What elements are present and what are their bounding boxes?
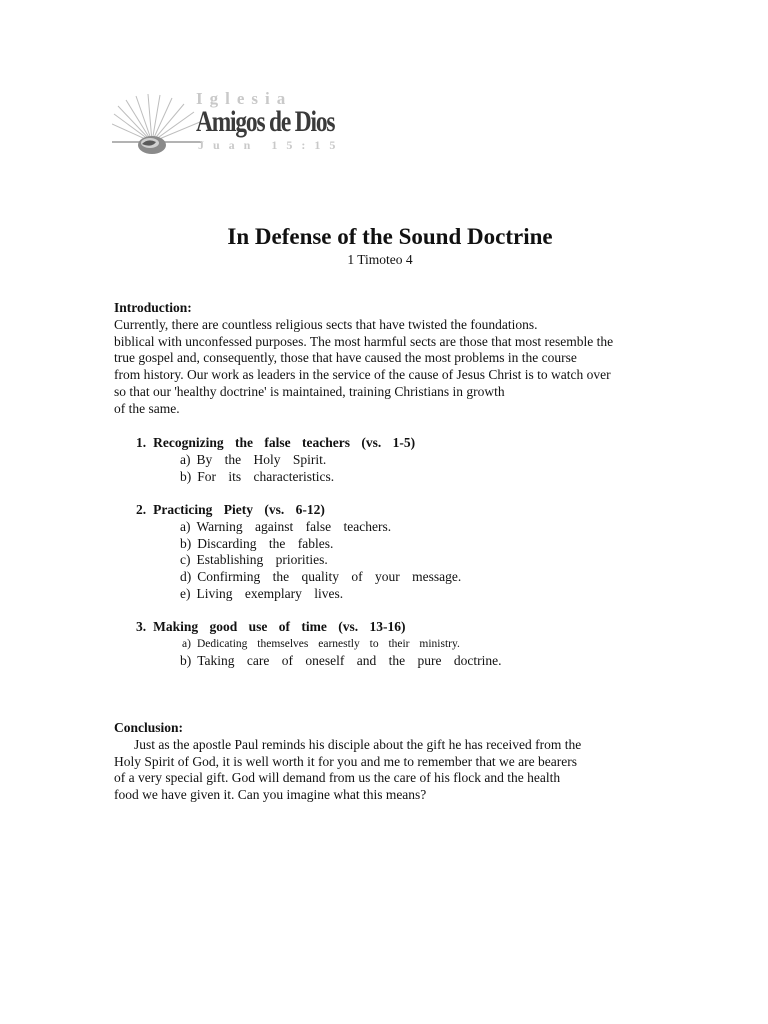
section-number: 2. xyxy=(136,502,147,517)
church-logo xyxy=(112,89,345,156)
outline-section-3 xyxy=(136,619,501,669)
section-title xyxy=(136,435,415,452)
outline-item xyxy=(136,519,461,536)
item-label: b) xyxy=(180,535,192,551)
section-title xyxy=(136,619,501,636)
introduction-line: of the same. xyxy=(114,400,180,416)
item-label: a) xyxy=(182,637,191,650)
introduction-line: Currently, there are countless religious sects that have twisted the foundations. xyxy=(114,316,538,332)
item-text: Discarding the fables. xyxy=(197,535,334,551)
section-title-text: Making good use of time (vs. 13-16) xyxy=(153,619,406,634)
item-label: b) xyxy=(180,468,192,484)
item-text: Dedicating themselves earnestly to their ministry. xyxy=(196,637,460,650)
section-title-text: Recognizing the false teachers (vs. 1-5) xyxy=(153,435,416,450)
logo-main-text: Amigos de Dios xyxy=(196,105,335,138)
outline-item xyxy=(136,469,415,486)
globe-rays-icon xyxy=(112,92,202,156)
document-subtitle: 1 Timoteo 4 xyxy=(347,252,413,267)
conclusion-line: Holy Spirit of God, it is well worth it for you and me to remember that we are bearers xyxy=(114,753,578,769)
item-text: Living exemplary lives. xyxy=(196,585,344,601)
item-label: c) xyxy=(180,552,191,568)
section-title xyxy=(136,502,461,519)
logo-top-text: Iglesia xyxy=(196,89,293,108)
item-label: b) xyxy=(180,652,192,668)
outline-section-1 xyxy=(136,435,415,485)
outline-item xyxy=(136,586,461,603)
outline-item xyxy=(136,653,501,670)
introduction-line: so that our 'healthy doctrine' is maintained, training Christians in growth xyxy=(114,383,505,399)
outline-section-2 xyxy=(136,502,461,603)
item-text: By the Holy Spirit. xyxy=(196,451,327,467)
outline-item xyxy=(136,636,501,653)
item-text: Confirming the quality of your message. xyxy=(197,569,462,585)
outline-item xyxy=(136,569,461,586)
outline-item xyxy=(136,552,461,569)
section-number: 3. xyxy=(136,619,147,634)
item-text: Taking care of oneself and the pure doctrine. xyxy=(197,652,502,668)
introduction-line: from history. Our work as leaders in the service of the cause of Jesus Christ is to watch over xyxy=(114,367,611,383)
item-label: d) xyxy=(180,569,192,585)
section-number: 1. xyxy=(136,435,147,450)
conclusion-line: food we have given it. Can you imagine what this means? xyxy=(114,787,427,803)
introduction-line: true gospel and, consequently, those that have caused the most problems in the course xyxy=(114,350,577,366)
outline-item xyxy=(136,536,461,553)
item-text: Warning against false teachers. xyxy=(196,518,392,534)
item-text: For its characteristics. xyxy=(197,468,335,484)
introduction-line: biblical with unconfessed purposes. The most harmful sects are those that most resemble the xyxy=(114,333,614,349)
introduction-heading: Introduction: xyxy=(114,300,192,315)
item-text: Establishing priorities. xyxy=(196,552,328,568)
item-label: e) xyxy=(180,585,191,601)
conclusion-section xyxy=(114,720,654,804)
conclusion-line: Just as the apostle Paul reminds his disciple about the gift he has received from the xyxy=(134,736,582,752)
logo-reference-text: Juan 15:15 xyxy=(198,138,345,152)
item-label: a) xyxy=(180,518,191,534)
introduction-section xyxy=(114,300,654,418)
document-title: In Defense of the Sound Doctrine xyxy=(227,224,553,249)
item-label: a) xyxy=(180,451,191,467)
outline-item xyxy=(136,452,415,469)
conclusion-heading: Conclusion: xyxy=(114,720,184,735)
conclusion-line: of a very special gift. God will demand from us the care of his flock and the health xyxy=(114,770,561,786)
section-title-text: Practicing Piety (vs. 6-12) xyxy=(153,502,325,517)
